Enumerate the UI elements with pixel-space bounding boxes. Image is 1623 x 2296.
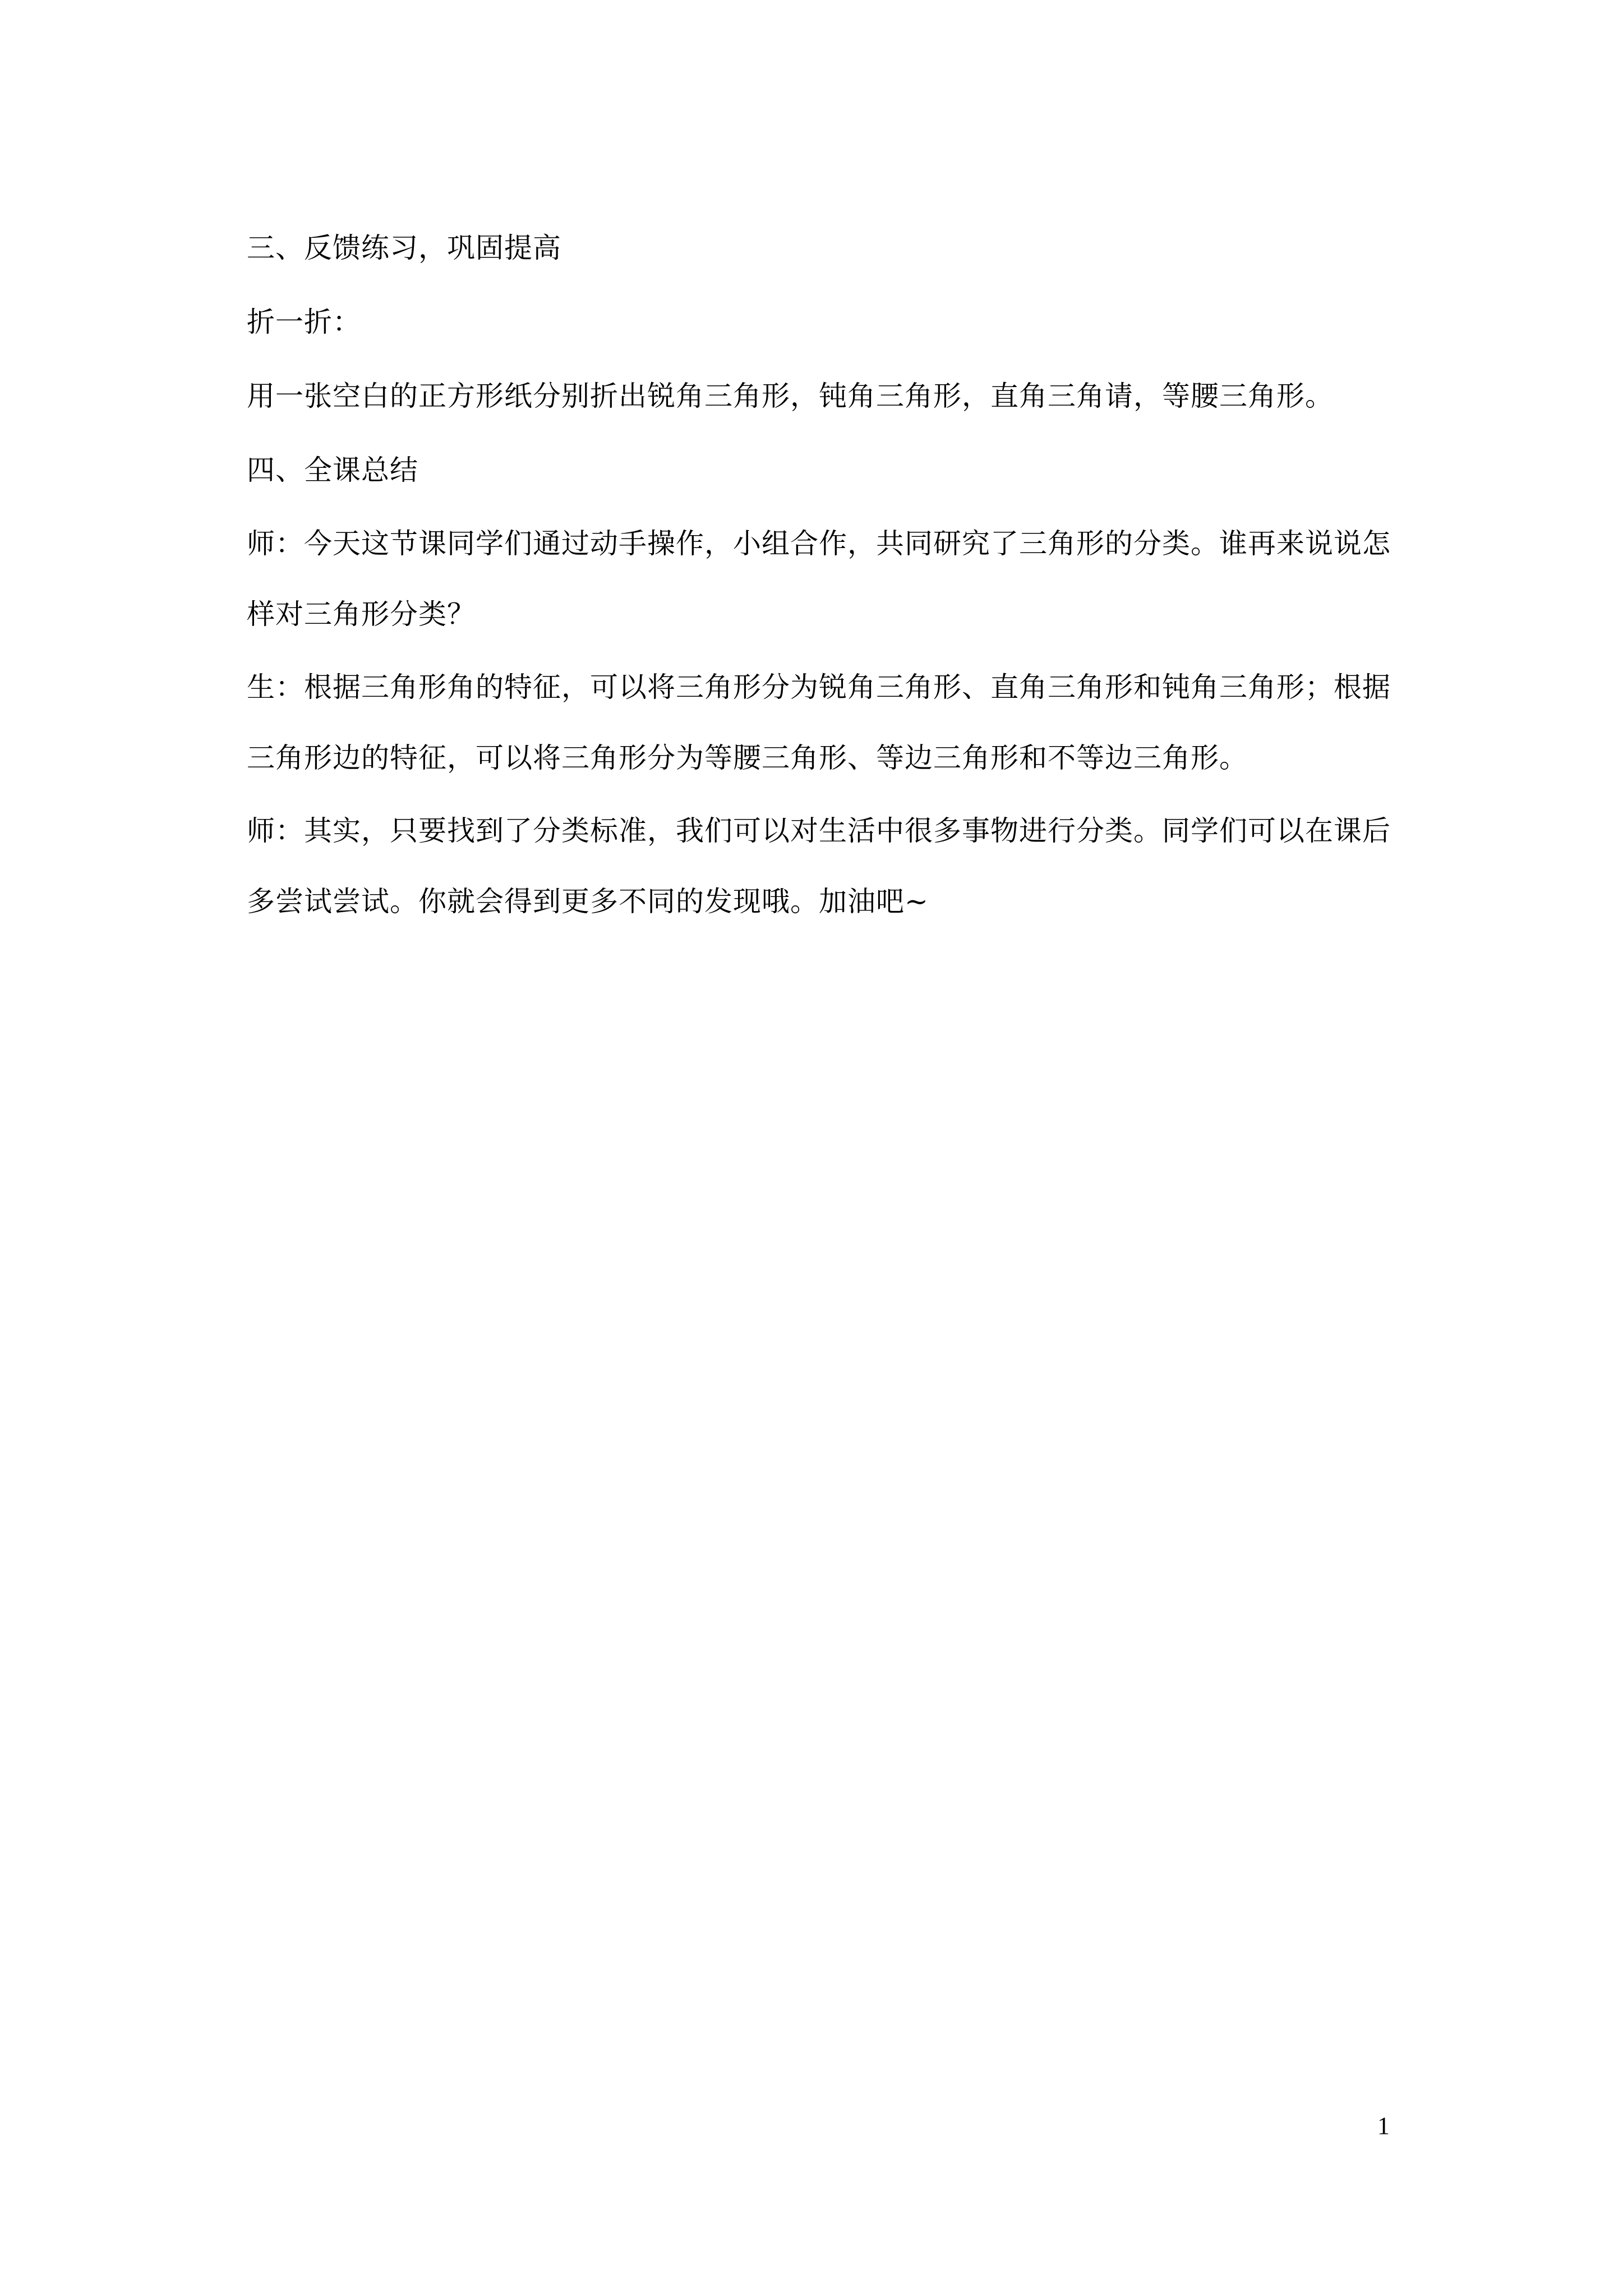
section-heading-summary: 四、全课总结: [247, 454, 418, 486]
document-body: [247, 220, 1391, 947]
paragraph-teacher-closing: 师：其实，只要找到了分类标准，我们可以对生活中很多事物进行分类。同学们可以在课后多尝试尝试。你就会得到更多不同的发现哦。加油吧~: [247, 815, 1391, 918]
paragraph-student-answer: 生：根据三角形角的特征，可以将三角形分为锐角三角形、直角三角形和钝角三角形；根据三角形边的特征，可以将三角形分为等腰三角形、等边三角形和不等边三角形。: [247, 671, 1391, 774]
paragraph-fold-instruction: 用一张空白的正方形纸分别折出锐角三角形，钝角三角形，直角三角请，等腰三角形。: [247, 380, 1334, 412]
paragraph-teacher-question: 师：今天这节课同学们通过动手操作，小组合作，共同研究了三角形的分类。谁再来说说怎样对三角形分类？: [247, 527, 1391, 631]
page-number: 1: [1377, 2112, 1390, 2139]
section-heading-feedback-practice: 三、反馈练习，巩固提高: [247, 232, 561, 264]
subheading-fold: 折一折：: [247, 306, 361, 338]
